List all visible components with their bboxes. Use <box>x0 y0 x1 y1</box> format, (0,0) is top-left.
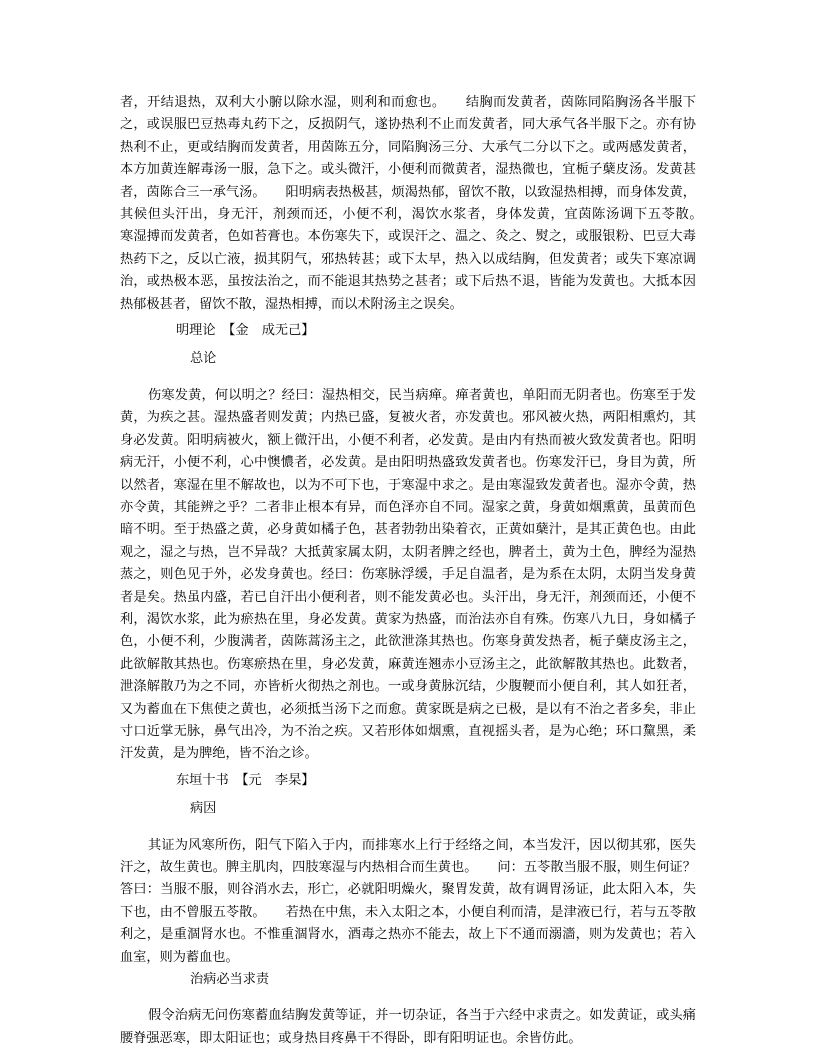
section-title-zhibing: 治病必当求责 <box>190 972 270 988</box>
paragraph-zonglun: 伤寒发黄，何以明之？经曰：湿热相交，民当病瘅。瘅者黄也，单阳而无阴者也。伤寒至于发黄，为疾之甚。湿热盛者则发黄；内热已盛，复被火者，亦发黄也。邪风被火热，两阳相熏灼，其身必发黄。阳明病被火，额上微汗出，小便不利者，必发黄。是由内有热而被火致发黄者也。阳明病无汗，小便不利，心中懊憹者，必发黄。是由阳明热盛致发黄者也。伤寒发汗已，身目为黄，所以然者，寒湿在里不解故也，以为不可下也，于寒湿中求之。是由寒湿致发黄者也。湿亦令黄，热亦令黄，其能辨之乎？二者非止根本有异，而色泽亦自不同。湿家之黄，身黄如烟熏黄，虽黄而色暗不明。至于热盛之黄，必身黄如橘子色，甚者勃勃出染着衣，正黄如蘖汁，是其正黄色也。由此观之，湿之与热，岂不异哉？大抵黄家属太阴，太阴者脾之经也，脾者土，黄为土色，脾经为湿热蒸之，则色见于外，必发身黄也。经曰：伤寒脉浮缓，手足自温者，是为系在太阴，太阴当发身黄者是矣。热虽内盛，若已自汗出小便利者，则不能发黄必也。头汗出，身无汗，剂颈而还，小便不利，渴饮水浆，此为瘀热在里，身必发黄。黄家为热盛，而治法亦自有殊。伤寒八九日，身如橘子色，小便不利，少腹满者，茵陈蒿汤主之，此欲泄涤其热也。伤寒身黄发热者，栀子蘖皮汤主之，此欲解散其热也。伤寒瘀热在里，身必发黄，麻黄连翘赤小豆汤主之，此欲解散其热也。此数者，泄涤解散乃为之不同，亦皆析火彻热之剂也。一或身黄脉沉结，少腹鞕而小便自利，其人如狂者，又为蓄血在下焦使之黄也，必须抵当汤下之而愈。黄家既是病之已极，是以有不治之者多矣，非止寸口近掌无脉，鼻气出冷，为不治之疾。又若形体如烟熏，直视摇头者，是为心绝；环口黧黑，柔汗发黄，是为脾绝，皆不治之诊。 <box>120 387 696 762</box>
book-title-minglilun: 明理论 【金 成无己】 <box>176 323 315 339</box>
paragraph-zhibing: 假令治病无问伤寒蓄血结胸发黄等证，并一切杂证，各当于六经中求责之。如发黄证，或头痛腰脊强恶寒，即太阳证也；或身热目疼鼻干不得卧，即有阳明证也。余皆仿此。 <box>120 1008 696 1046</box>
book-title-dongyuan: 东垣十书 【元 李杲】 <box>176 772 315 788</box>
section-title-bingyin: 病因 <box>190 801 217 817</box>
document-page <box>120 92 723 1050</box>
section-title-zonglun: 总论 <box>190 351 217 367</box>
paragraph-bingyin: 其证为风寒所伤，阳气下陷入于内，而排寒水上行于经络之间，本当发汗，因以彻其邪，医失汗之，故生黄也。脾主肌肉，四肢寒湿与内热相合而生黄也。 问：五苓散当服不服，则生何证？答曰：当服不服，则谷消水去，形亡，必就阳明燥火，聚胃发黄，故有调胃汤证，此太阳入本，失下也，由不曾服五苓散。 若热在中焦，未入太阳之本，小便自利而清，是津液已行，若与五苓散利之，是重涸肾水也。不惟重涸肾水，酒毒之热亦不能去，故上下不通而溺濇，则为发黄也；若入血室，则为蓄血也。 <box>120 837 696 965</box>
paragraph-jaundice-treatments: 者，开结退热，双利大小腑以除水湿，则利和而愈也。 结胸而发黄者，茵陈同陷胸汤各半服下之，或误服巴豆热毒丸药下之，反损阴气，遂协热利不止而发黄者，同大承气各半服下之。亦有协热利不止，更或结胸而发黄者，用茵陈五分，同陷胸汤三分、大承气二分以下之。或两感发黄者，本方加黄连解毒汤一服，急下之。或头微汗，小便利而微黄者，湿热微也，宜栀子蘖皮汤。发黄甚者，茵陈合三一承气汤。 阳明病表热极甚，烦渴热郁，留饮不散，以致湿热相搏，而身体发黄，其候但头汗出，身无汗，剂颈而还，小便不利，渴饮水浆者，身体发黄，宜茵陈汤调下五苓散。 寒湿搏而发黄者，色如苔膏也。本伤寒失下，或误汗之、温之、灸之、熨之，或服银粉、巴豆大毒热药下之，反以亡液，损其阴气，邪热转甚；或下太早，热入以成结胸，但发黄者；或失下寒凉调治，或热极本恶，虽按法治之，而不能退其热势之甚者；或下后热不退，皆能为发黄也。大抵本因热郁极甚者，留饮不散，湿热相搏，而以术附汤主之误矣。 <box>120 95 723 312</box>
